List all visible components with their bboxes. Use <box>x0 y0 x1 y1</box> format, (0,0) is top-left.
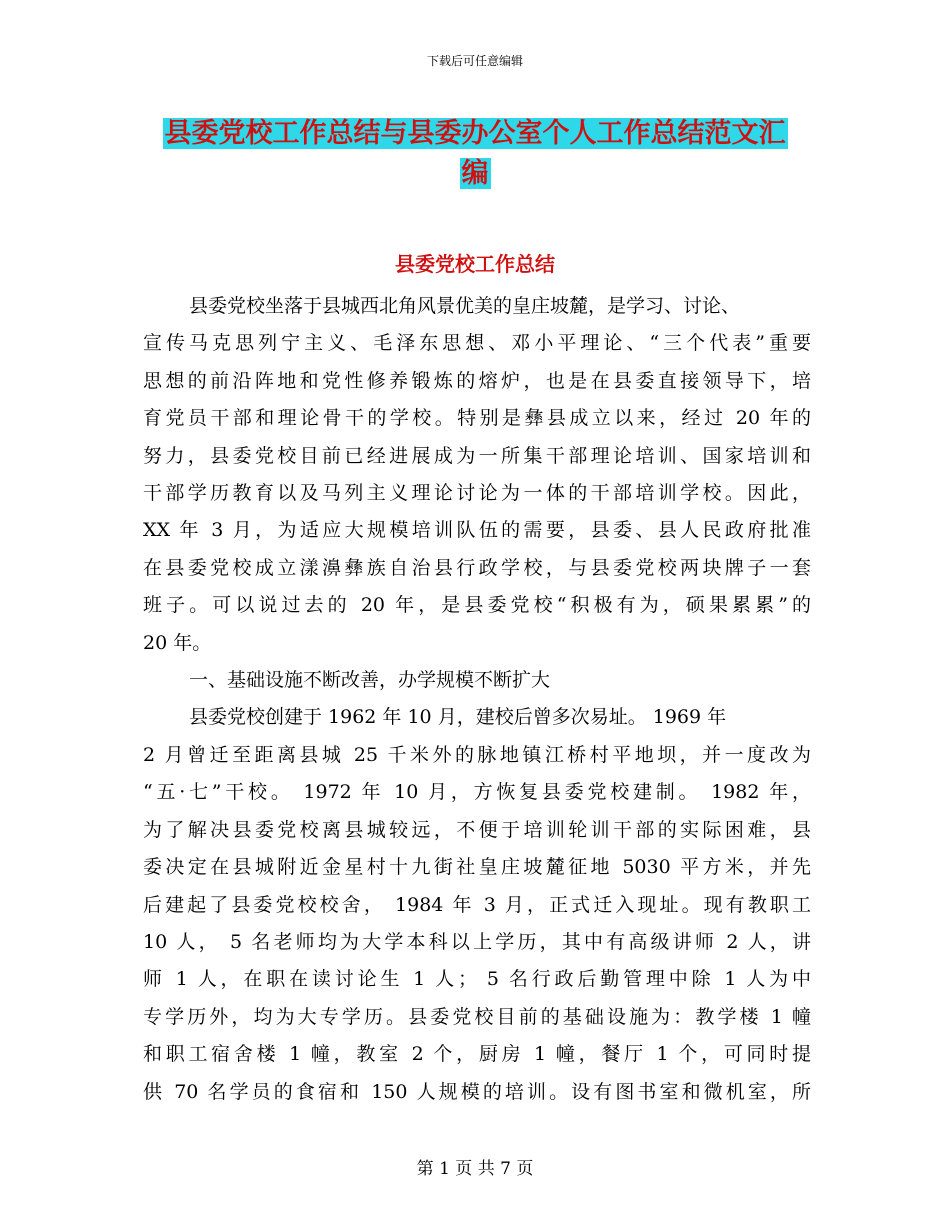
page-footer: 第 1 页 共 7 页 <box>416 1159 534 1179</box>
paragraph-line: 2 月曾迁至距离县城 25 千米外的脉地镇江桥村平地坝，并一度改为 <box>143 743 811 766</box>
document-title-text-2: 编 <box>461 158 489 189</box>
paragraph-line: 宣传马克思列宁主义、毛泽东思想、邓小平理论、“三个代表”重要 <box>143 332 811 355</box>
paragraph-line: 县委党校坐落于县城西北角风景优美的皇庄坡麓，是学习、讨论、 <box>189 295 741 317</box>
heading-line: 一、基础设施不断改善，办学规模不断扩大 <box>189 669 551 692</box>
paragraph-line: 专学历外，均为大专学历。县委党校目前的基础设施为：教学楼 1 幢 <box>143 1005 811 1028</box>
section-title: 县委党校工作总结 <box>395 252 555 276</box>
paragraph-line: 努力，县委党校目前已经进展成为一所集干部理论培训、国家培训和 <box>143 444 811 467</box>
paragraph-line: 班子。可以说过去的 20 年，是县委党校“积极有为，硕果累累”的 <box>143 594 811 617</box>
paragraph-line: 委决定在县城附近金星村十九街社皇庄坡麓征地 5030 平方米，并先 <box>143 856 811 879</box>
document-title-text-1: 县委党校工作总结与县委办公室个人工作总结范文汇 <box>164 118 786 149</box>
page-header: 下载后可任意编辑 <box>426 54 523 68</box>
paragraph-line: 干部学历教育以及马列主义理论讨论为一体的干部培训学校。因此， <box>143 482 811 505</box>
paragraph-line: 思想的前沿阵地和党性修养锻炼的熔炉，也是在县委直接领导下，培 <box>143 369 811 392</box>
body-text <box>143 288 811 1111</box>
paragraph-line: 20 年。 <box>143 631 212 654</box>
paragraph-line: XX 年 3 月，为适应大规模培训队伍的需要，县委、县人民政府批准 <box>143 519 811 542</box>
paragraph-line: 师 1 人，在职在读讨论生 1 人； 5 名行政后勤管理中除 1 人为中 <box>143 968 811 991</box>
paragraph-line: 后建起了县委党校校舍， 1984 年 3 月，正式迁入现址。现有教职工 <box>143 893 811 916</box>
paragraph-line: 和职工宿舍楼 1 幢，教室 2 个，厨房 1 幢，餐厅 1 个，可同时提 <box>143 1043 811 1066</box>
paragraph-line: 供 70 名学员的食宿和 150 人规模的培训。设有图书室和微机室，所 <box>143 1080 811 1103</box>
paragraph-line: 10 人， 5 名老师均为大学本科以上学历，其中有高级讲师 2 人，讲 <box>143 930 811 953</box>
paragraph-line: 为了解决县委党校离县城较远，不便于培训轮训干部的实际困难，县 <box>143 818 811 841</box>
paragraph-line: “五·七”干校。 1972 年 10 月，方恢复县委党校建制。 1982 年， <box>143 781 811 804</box>
paragraph-line: 县委党校创建于 1962 年 10 月，建校后曾多次易址。 1969 年 <box>189 706 727 729</box>
paragraph-line: 育党员干部和理论骨干的学校。特别是彝县成立以来，经过 20 年的 <box>143 407 811 430</box>
document-title-line-2 <box>0 150 950 198</box>
paragraph-line: 在县委党校成立漾濞彝族自治县行政学校，与县委党校两块牌子一套 <box>143 556 811 579</box>
